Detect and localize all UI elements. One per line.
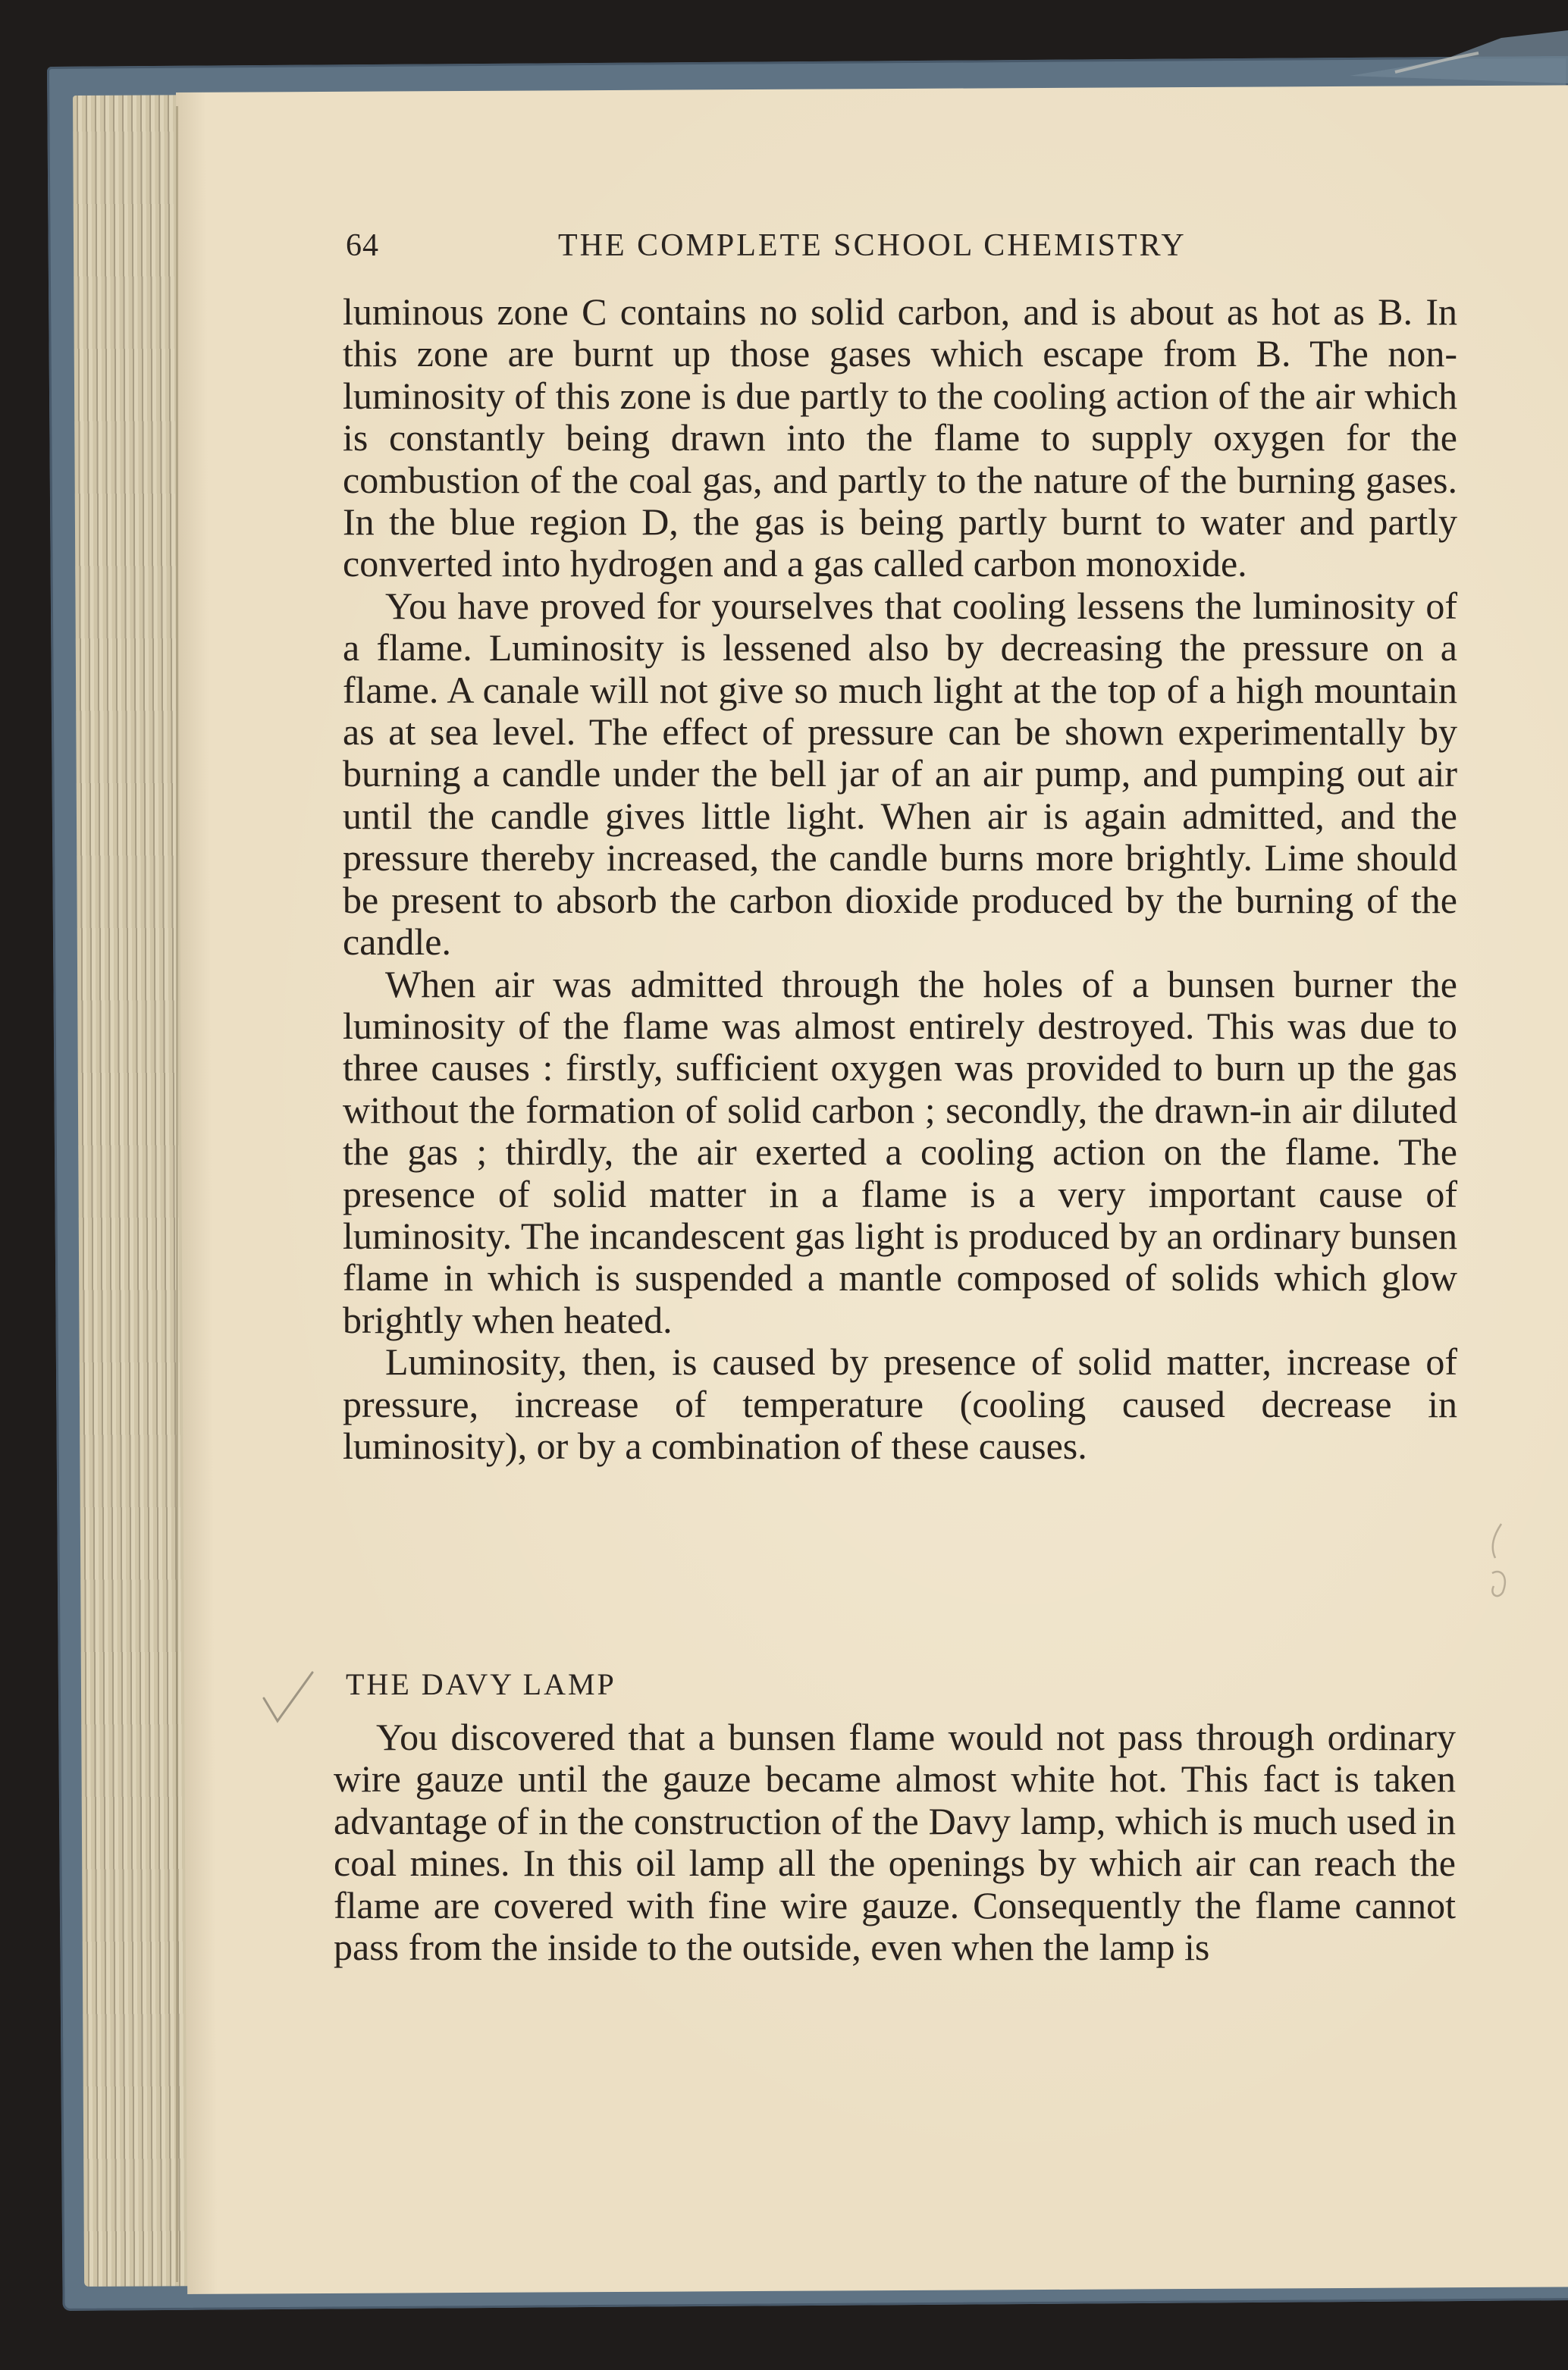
body-text — [343, 291, 1457, 1467]
paragraph-2: You have proved for yourselves that cooling lessens the luminosity of a flame. Luminosity is lessened also by decreasing the pressure on a flame. A canale will not give so much light at the top of a high mountain as at sea level. The effect of pressure can be shown experimentally by burning a candle under the bell jar of an air pump, and pumping out air until the candle gives little light. When air is again admitted, and the pressure thereby increased, the candle burns more brightly. Lime should be present to absorb the carbon dioxide produced by the burning of the candle. — [343, 584, 1457, 964]
paragraph-4: Luminosity, then, is caused by presence of solid matter, increase of pressure, increase of temperature (cooling caused decrease in luminosity), or by a combination of these causes. — [343, 1340, 1457, 1467]
pencil-checkmark-icon — [258, 1668, 318, 1729]
page-header — [346, 227, 1460, 273]
section-paragraph: You discovered that a bunsen flame would not pass through ordinary wire gauze until the gauze became almost white hot. This fact is taken advantage of in the construction of the Davy lamp, which is much used in coal mines. In this oil lamp all the openings by which air can reach the flame are covered with fine wire gauze. Consequently the flame cannot pass from the inside to the outside, even when the lamp is — [334, 1716, 1456, 1969]
page-number: 64 — [346, 228, 379, 263]
section-text — [334, 1716, 1456, 1968]
paragraph-1: luminous zone C contains no solid carbon, and is about as hot as B. In this zone are burnt up those gases which escape from B. The non-luminosity of this zone is due partly to the cooling action of the air which is constantly being drawn into the flame to supply oxygen for the combustion of the coal gas, and partly to the nature of the burning gases. In the blue region D, the gas is being partly burnt to water and partly converted into hydrogen and a gas called carbon monoxide. — [343, 290, 1457, 585]
page-gutter — [176, 106, 178, 2282]
running-head: THE COMPLETE SCHOOL CHEMISTRY — [558, 228, 1187, 263]
paragraph-3: When air was admitted through the holes of a bunsen burner the luminosity of the flame was almost entirely destroyed. This was due to three causes : firstly, sufficient oxygen was provided to burn up the gas without the formation of solid carbon ; secondly, the drawn-in air diluted the gas ; thirdly, the air exerted a cooling action on the flame. The presence of solid matter in a flame is a very important cause of luminosity. The incandescent gas light is produced by an ordinary bunsen flame in which is suspended a mantle composed of solids which glow brightly when heated. — [343, 962, 1457, 1341]
worn-cover-corner — [1350, 30, 1568, 83]
pencil-margin-mark-icon — [1479, 1516, 1524, 1607]
section-heading: THE DAVY LAMP — [346, 1667, 616, 1701]
